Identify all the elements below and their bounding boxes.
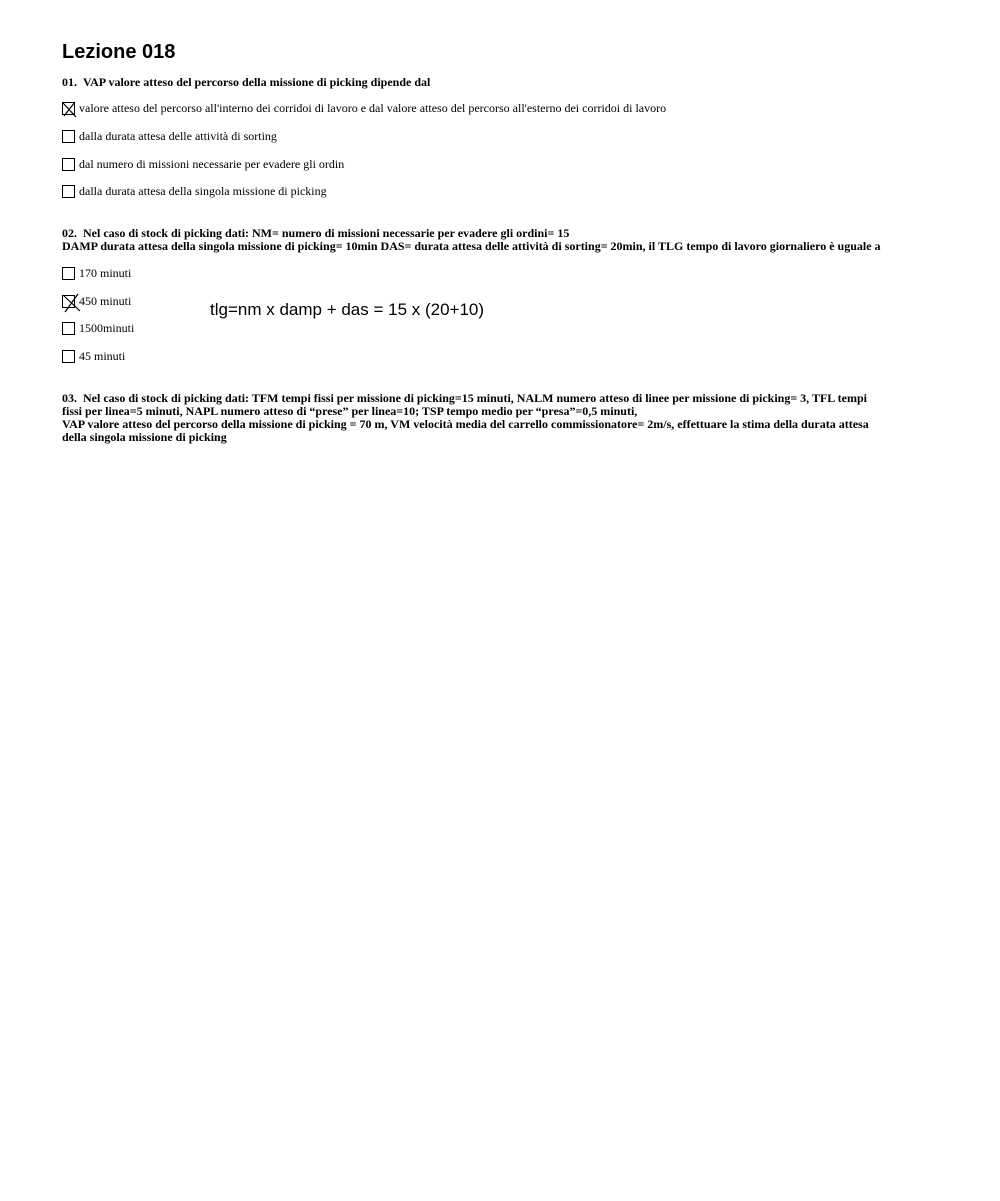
q1-option-4[interactable] (62, 183, 327, 199)
q2-option-3[interactable] (62, 320, 134, 336)
option-label: 450 minuti (79, 294, 132, 308)
question-text: Nel caso di stock di picking dati: NM= numero di missioni necessarie per evadere gli ordini= 15 (83, 226, 570, 240)
question-number: 03. (62, 391, 77, 405)
checkbox-checked[interactable] (62, 102, 75, 115)
q2-option-2[interactable] (62, 293, 131, 309)
option-label: 45 minuti (79, 349, 126, 363)
question-01 (62, 76, 942, 89)
checkbox[interactable] (62, 267, 75, 280)
checkbox[interactable] (62, 322, 75, 335)
checkbox[interactable] (62, 130, 75, 143)
q2-option-4[interactable] (62, 348, 125, 364)
option-label: dal numero di missioni necessarie per evadere gli ordin (79, 157, 345, 171)
question-text-line: VAP valore atteso del percorso della missione di picking = 70 m, VM velocità media del carrello commissionatore= 2m/s, effettuare la stima della durata attesa (62, 417, 869, 431)
question-text: Nel caso di stock di picking dati: TFM tempi fissi per missione di picking=15 minuti, NALM numero atteso di linee per missione di picking= 3, TFL tempi (83, 391, 867, 405)
check-cross-icon (62, 101, 78, 118)
question-03 (62, 392, 942, 444)
option-label: valore atteso del percorso all'interno dei corridoi di lavoro e dal valore atteso del percorso all'esterno dei corridoi di lavoro (79, 101, 667, 115)
q1-option-2[interactable] (62, 128, 277, 144)
option-label: 1500minuti (79, 321, 135, 335)
checkbox[interactable] (62, 158, 75, 171)
q2-option-1[interactable] (62, 265, 131, 281)
question-text: VAP valore atteso del percorso della missione di picking dipende dal (83, 75, 431, 89)
question-text-line: fissi per linea=5 minuti, NAPL numero atteso di “prese” per linea=10; TSP tempo medio per “presa”=0,5 minuti, (62, 404, 638, 418)
checkbox-checked[interactable] (62, 295, 75, 308)
q1-option-3[interactable] (62, 156, 344, 172)
checkbox[interactable] (62, 350, 75, 363)
checkbox[interactable] (62, 185, 75, 198)
page-title: Lezione 018 (62, 41, 176, 63)
q1-option-1[interactable] (62, 100, 666, 116)
question-number: 02. (62, 226, 77, 240)
question-number: 01. (62, 75, 77, 89)
question-text-line: della singola missione di picking (62, 430, 227, 444)
check-cross-icon (62, 294, 84, 314)
annotation-note: tlg=nm x damp + das = 15 x (20+10) (210, 300, 485, 319)
option-label: 170 minuti (79, 266, 132, 280)
option-label: dalla durata attesa della singola missione di picking (79, 184, 327, 198)
question-text-line: DAMP durata attesa della singola missione di picking= 10min DAS= durata attesa delle attività di sorting= 20min, il TLG tempo di lavoro giornaliero è uguale a (62, 239, 881, 253)
option-label: dalla durata attesa delle attività di sorting (79, 129, 277, 143)
question-02 (62, 227, 942, 253)
